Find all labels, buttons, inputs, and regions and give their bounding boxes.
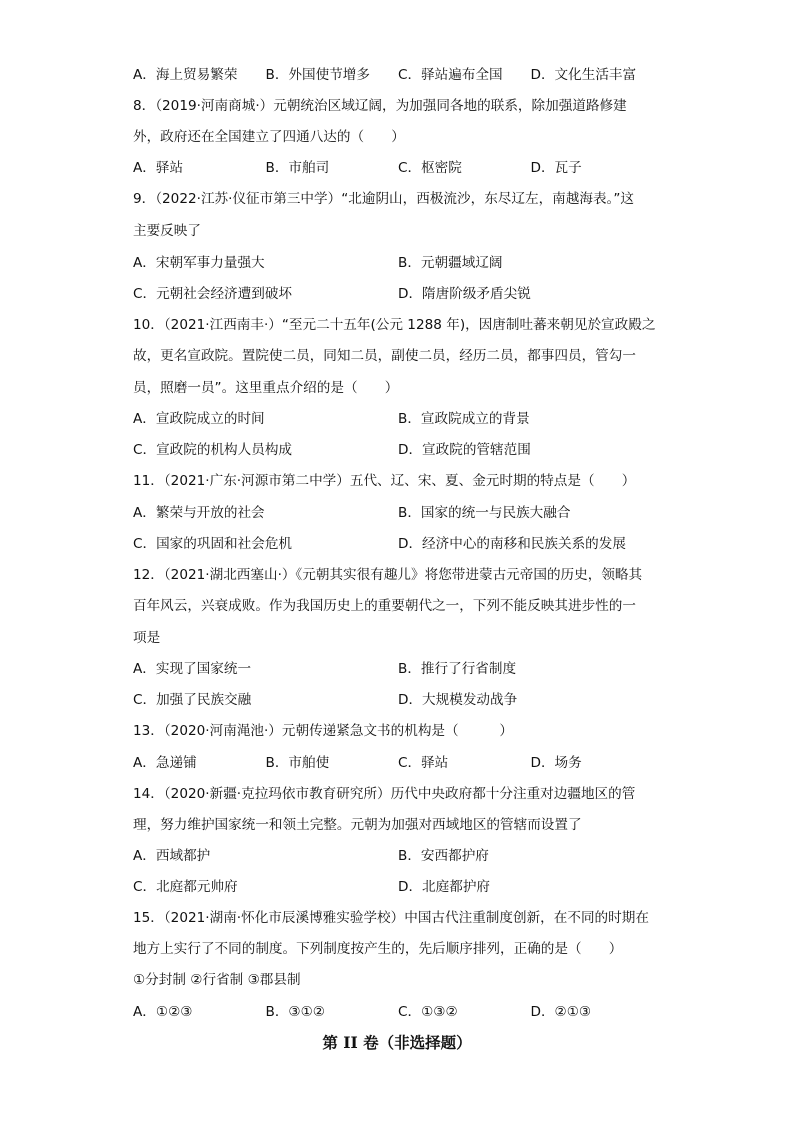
option-d: D．经济中心的南移和民族关系的发展 bbox=[398, 536, 626, 552]
question-12-stem: 项是 bbox=[133, 630, 161, 646]
option-b: B．推行了行省制度 bbox=[398, 661, 517, 677]
option-d: D．宣政院的管辖范围 bbox=[398, 442, 531, 458]
q9-options-row2 bbox=[133, 283, 663, 305]
option-a: A．宋朝军事力量强大 bbox=[133, 255, 265, 271]
question-12-stem: 12．（2021·湖北西塞山·）《元朝其实很有趣儿》将您带进蒙古元帝国的历史，领略其 bbox=[133, 567, 643, 583]
option-a: A．①②③ bbox=[133, 1004, 193, 1020]
option-c: C．北庭都元帅府 bbox=[133, 879, 238, 895]
option-b: B．市舶司 bbox=[265, 160, 330, 176]
option-d: D．隋唐阶级矛盾尖锐 bbox=[398, 286, 531, 302]
option-a: A．驿站 bbox=[133, 160, 184, 176]
option-a: A．繁荣与开放的社会 bbox=[133, 505, 265, 521]
option-b: B．国家的统一与民族大融合 bbox=[398, 505, 571, 521]
option-c: C．国家的巩固和社会危机 bbox=[133, 536, 293, 552]
question-13-stem: 13．（2020·河南渑池·）元朝传递紧急文书的机构是（ ） bbox=[133, 723, 513, 739]
option-d: D．②①③ bbox=[530, 1004, 592, 1020]
option-c: C．枢密院 bbox=[398, 160, 462, 176]
option-b: B．元朝疆域辽阔 bbox=[398, 255, 503, 271]
q11-options-row2 bbox=[133, 533, 663, 555]
q14-options-row1 bbox=[133, 845, 663, 867]
option-d: D．瓦子 bbox=[530, 160, 582, 176]
option-c: C．驿站 bbox=[398, 755, 449, 771]
q9-options-row1 bbox=[133, 252, 663, 274]
question-10-stem: 10．（2021·江西南丰·）“至元二十五年(公元 1288 年)，因唐制吐蕃来朝见於宣政殿之 bbox=[133, 317, 656, 333]
q14-options-row2 bbox=[133, 876, 663, 898]
option-a: A．宣政院成立的时间 bbox=[133, 411, 265, 427]
q12-options-row1 bbox=[133, 658, 663, 680]
q10-options-row1 bbox=[133, 408, 663, 430]
q12-options-row2 bbox=[133, 689, 663, 711]
option-b: B．③①② bbox=[265, 1004, 325, 1020]
question-15-items: ①分封制 ②行省制 ③郡县制 bbox=[133, 972, 301, 988]
q8-options bbox=[133, 157, 663, 179]
question-10-stem: 员，照磨一员”。这里重点介绍的是（ ） bbox=[133, 380, 399, 396]
option-d: D．文化生活丰富 bbox=[530, 67, 637, 83]
option-d: D．大规模发动战争 bbox=[398, 692, 518, 708]
option-b: B．外国使节增多 bbox=[265, 67, 370, 83]
option-b: B．市舶使 bbox=[265, 755, 330, 771]
question-12-stem: 百年风云，兴衰成败。作为我国历史上的重要朝代之一，下列不能反映其进步性的一 bbox=[133, 598, 636, 614]
option-a: A．海上贸易繁荣 bbox=[133, 67, 238, 83]
q13-options bbox=[133, 752, 663, 774]
option-b: B．安西都护府 bbox=[398, 848, 489, 864]
question-15-stem: 地方上实行了不同的制度。下列制度按产生的，先后顺序排列，正确的是（ ） bbox=[133, 941, 623, 957]
question-8-stem: 外，政府还在全国建立了四通八达的（ ） bbox=[133, 129, 405, 145]
q11-options-row1 bbox=[133, 502, 663, 524]
option-a: A．实现了国家统一 bbox=[133, 661, 252, 677]
option-c: C．加强了民族交融 bbox=[133, 692, 252, 708]
option-c: C．①③② bbox=[398, 1004, 458, 1020]
q7-options bbox=[133, 64, 663, 86]
question-9-stem: 主要反映了 bbox=[133, 223, 201, 239]
question-11-stem: 11．（2021·广东·河源市第二中学）五代、辽、宋、夏、金元时期的特点是（ ） bbox=[133, 473, 636, 489]
q15-options bbox=[133, 1001, 663, 1023]
option-c: C．驿站遍布全国 bbox=[398, 67, 503, 83]
question-14-stem: 理，努力维护国家统一和领土完整。元朝为加强对西域地区的管辖而设置了 bbox=[133, 817, 582, 833]
question-15-stem: 15．（2021·湖南·怀化市辰溪博雅实验学校）中国古代注重制度创新，在不同的时期在 bbox=[133, 910, 649, 926]
option-a: A．西域都护 bbox=[133, 848, 211, 864]
question-8-stem: 8．（2019·河南商城·）元朝统治区域辽阔，为加强同各地的联系，除加强道路修建 bbox=[133, 98, 627, 114]
option-d: D．北庭都护府 bbox=[398, 879, 491, 895]
question-9-stem: 9．（2022·江苏·仪征市第三中学）“北逾阴山，西极流沙，东尽辽左，南越海表。”这 bbox=[133, 191, 634, 207]
option-c: C．宣政院的机构人员构成 bbox=[133, 442, 293, 458]
option-b: B．宣政院成立的背景 bbox=[398, 411, 530, 427]
q10-options-row2 bbox=[133, 439, 663, 461]
question-10-stem: 故，更名宣政院。置院使二员，同知二员，副使二员，经历二员，都事四员，管勾一 bbox=[133, 348, 636, 364]
option-a: A．急递铺 bbox=[133, 755, 197, 771]
option-c: C．元朝社会经济遭到破坏 bbox=[133, 286, 293, 302]
option-d: D．场务 bbox=[530, 755, 582, 771]
section-title: 第 II 卷（非选择题） bbox=[322, 1033, 472, 1052]
question-14-stem: 14．（2020·新疆·克拉玛依市教育研究所）历代中央政府都十分注重对边疆地区的管 bbox=[133, 786, 636, 802]
